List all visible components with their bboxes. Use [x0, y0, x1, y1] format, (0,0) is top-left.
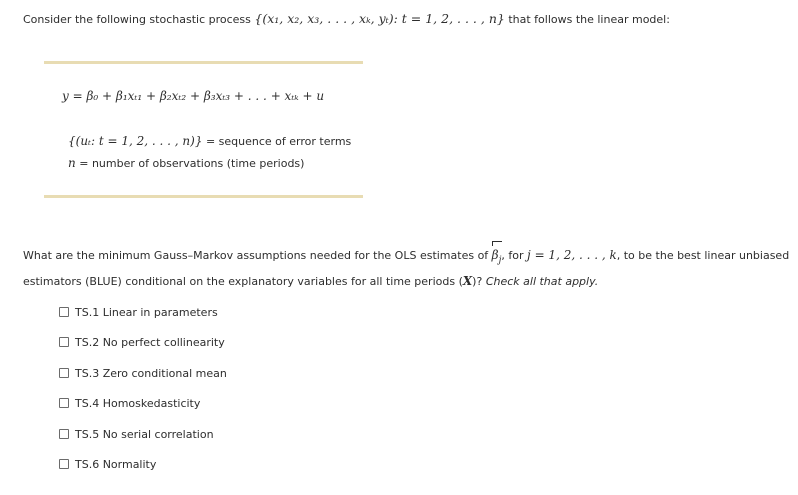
option-ts1[interactable]: [59, 304, 218, 320]
beta-subscript: j: [498, 255, 502, 266]
option-ts5[interactable]: [59, 426, 214, 442]
process-notation: {(x₁, x₂, x₃, . . . , xₖ, yₜ): t = 1, 2, . . . , n}: [254, 11, 505, 26]
model-equation: y = β₀ + β₁xₜ₁ + β₂xₜ₂ + β₃xₜ₃ + . . . + xₜₖ + u: [62, 89, 325, 103]
option-label: TS.1 Linear in parameters: [75, 305, 218, 319]
option-label: TS.3 Zero conditional mean: [75, 366, 227, 380]
option-ts3[interactable]: [59, 365, 227, 381]
question-part4: )?: [472, 275, 486, 289]
checkbox[interactable]: [59, 368, 69, 378]
option-label: TS.6 Normality: [75, 457, 157, 471]
observations-text: = number of observations (time periods): [75, 157, 305, 170]
option-ts2[interactable]: [59, 334, 225, 350]
observations-definition: [68, 155, 304, 172]
question-part3: , to be the best linear unbiased estimators (BLUE) conditional on the explanatory variables for all time periods (: [23, 249, 790, 289]
question-text: [23, 245, 793, 292]
beta-hat: β: [492, 245, 499, 266]
question-part2: , for: [501, 249, 528, 262]
intro-suffix: that follows the linear model:: [504, 13, 670, 26]
checkbox[interactable]: [59, 398, 69, 408]
error-term-text: = sequence of error terms: [202, 135, 352, 148]
checkbox[interactable]: [59, 429, 69, 439]
option-ts4[interactable]: [59, 395, 200, 411]
x-symbol: X: [462, 274, 473, 289]
bottom-divider: [44, 195, 363, 198]
intro-text: [23, 11, 670, 28]
checkbox[interactable]: [59, 307, 69, 317]
index-range: j = 1, 2, . . . , k: [527, 248, 617, 262]
observations-notation: n: [68, 156, 76, 170]
checkbox[interactable]: [59, 337, 69, 347]
beta-hat-symbol: [491, 248, 502, 266]
top-divider: [44, 61, 363, 64]
instruction-text: Check all that apply.: [485, 275, 599, 289]
option-label: TS.5 No serial correlation: [75, 427, 214, 441]
error-term-definition: [68, 133, 351, 150]
intro-prefix: Consider the following stochastic process: [23, 13, 255, 26]
error-term-notation: {(uₜ: t = 1, 2, . . . , n)}: [68, 134, 203, 148]
option-label: TS.4 Homoskedasticity: [75, 396, 201, 410]
option-label: TS.2 No perfect collinearity: [75, 335, 225, 349]
question-part1: What are the minimum Gauss–Markov assumptions needed for the OLS estimates of: [23, 249, 492, 262]
option-ts6[interactable]: [59, 456, 156, 472]
checkbox[interactable]: [59, 459, 69, 469]
